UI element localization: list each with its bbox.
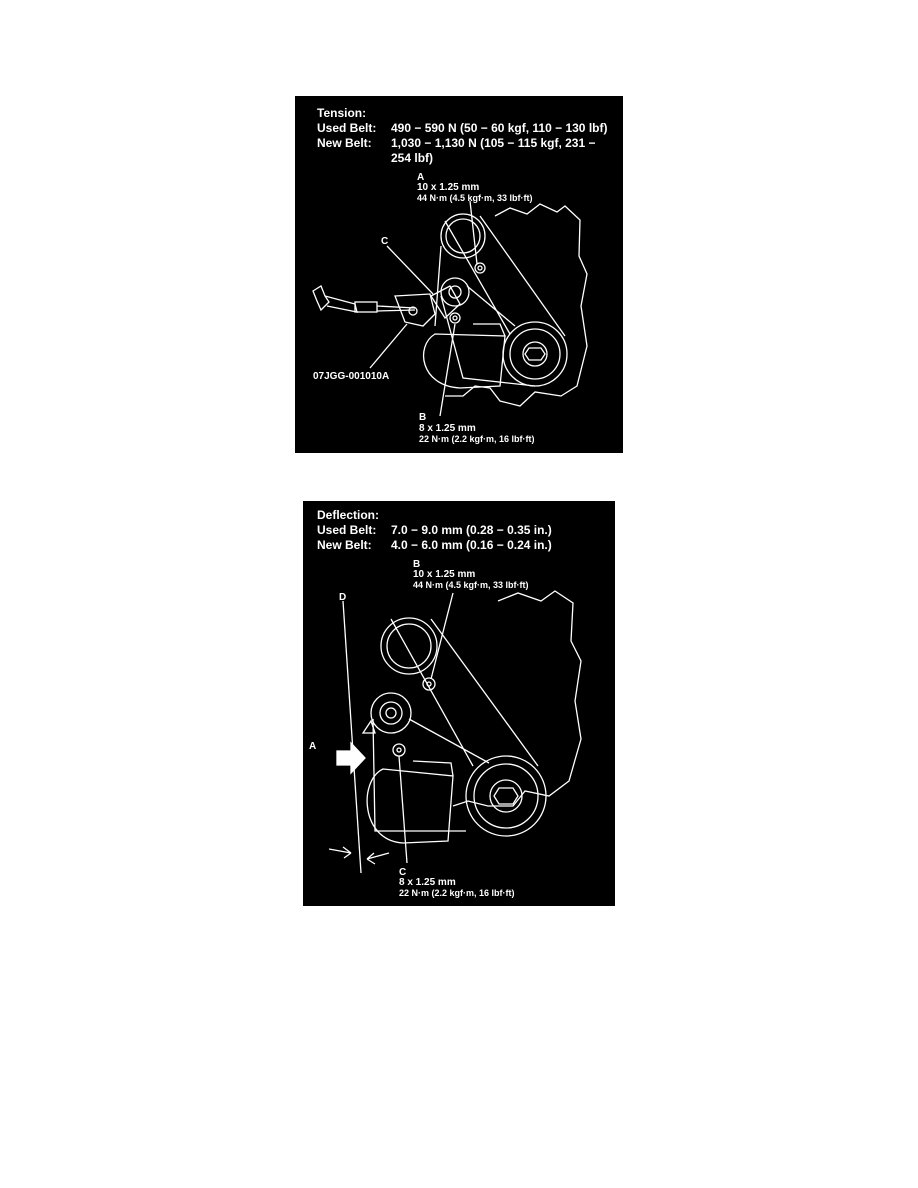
callout-b-letter: B — [413, 559, 421, 570]
bolt-c — [393, 744, 405, 756]
callout-b-torque: 22 N·m (2.2 kgf·m, 16 lbf·ft) — [419, 434, 535, 444]
alternator — [367, 769, 453, 843]
bolt-a — [475, 263, 485, 273]
deflection-diagram — [303, 501, 615, 906]
used-belt-label: Used Belt: — [317, 121, 377, 135]
push-arrow — [337, 743, 365, 773]
tool-number: 07JGG-001010A — [313, 371, 390, 382]
deflection-figure — [303, 501, 615, 906]
tension-figure — [295, 96, 623, 453]
used-belt-tension: 490 − 590 N (50 − 60 kgf, 110 − 130 lbf) — [391, 121, 608, 135]
callout-d-letter: D — [339, 592, 347, 603]
new-belt-label: New Belt: — [317, 136, 372, 150]
callout-c-letter: C — [399, 867, 407, 878]
crank-pulley — [466, 756, 546, 836]
callout-a-letter: A — [309, 741, 317, 752]
measure-arrow-right — [367, 853, 389, 864]
tensioner-pulley — [371, 693, 411, 733]
callout-b-letter: B — [419, 412, 427, 423]
callout-a-torque: 44 N·m (4.5 kgf·m, 33 lbf·ft) — [417, 193, 533, 203]
crank-pulley — [503, 322, 567, 386]
engine-outline — [445, 204, 587, 406]
new-belt-label: New Belt: — [317, 538, 372, 552]
bolt-b — [450, 313, 460, 323]
used-belt-deflection: 7.0 − 9.0 mm (0.28 − 0.35 in.) — [391, 523, 552, 537]
measure-arrow-left — [329, 847, 351, 858]
new-belt-tension-line1: 1,030 − 1,130 N (105 − 115 kgf, 231 − — [391, 136, 596, 150]
torque-wrench — [313, 286, 329, 310]
callout-c-torque: 22 N·m (2.2 kgf·m, 16 lbf·ft) — [399, 888, 515, 898]
belt — [373, 619, 538, 831]
tensioner-pulley — [441, 278, 469, 306]
used-belt-label: Used Belt: — [317, 523, 377, 537]
callout-a-size: 10 x 1.25 mm — [417, 182, 480, 193]
callout-c-letter: C — [381, 236, 389, 247]
callout-a-letter: A — [417, 172, 425, 183]
alternator — [424, 334, 505, 388]
callout-b-torque: 44 N·m (4.5 kgf·m, 33 lbf·ft) — [413, 580, 529, 590]
callout-b-size: 8 x 1.25 mm — [419, 423, 476, 434]
deflection-title: Deflection: — [317, 508, 380, 522]
new-belt-tension-line2: 254 lbf) — [391, 151, 434, 165]
new-belt-deflection: 4.0 − 6.0 mm (0.16 − 0.24 in.) — [391, 538, 552, 552]
callout-c-size: 8 x 1.25 mm — [399, 877, 456, 888]
callout-b-size: 10 x 1.25 mm — [413, 569, 476, 580]
upper-pulley — [381, 618, 437, 674]
straight-edge — [343, 601, 361, 873]
tension-title: Tension: — [317, 106, 367, 120]
